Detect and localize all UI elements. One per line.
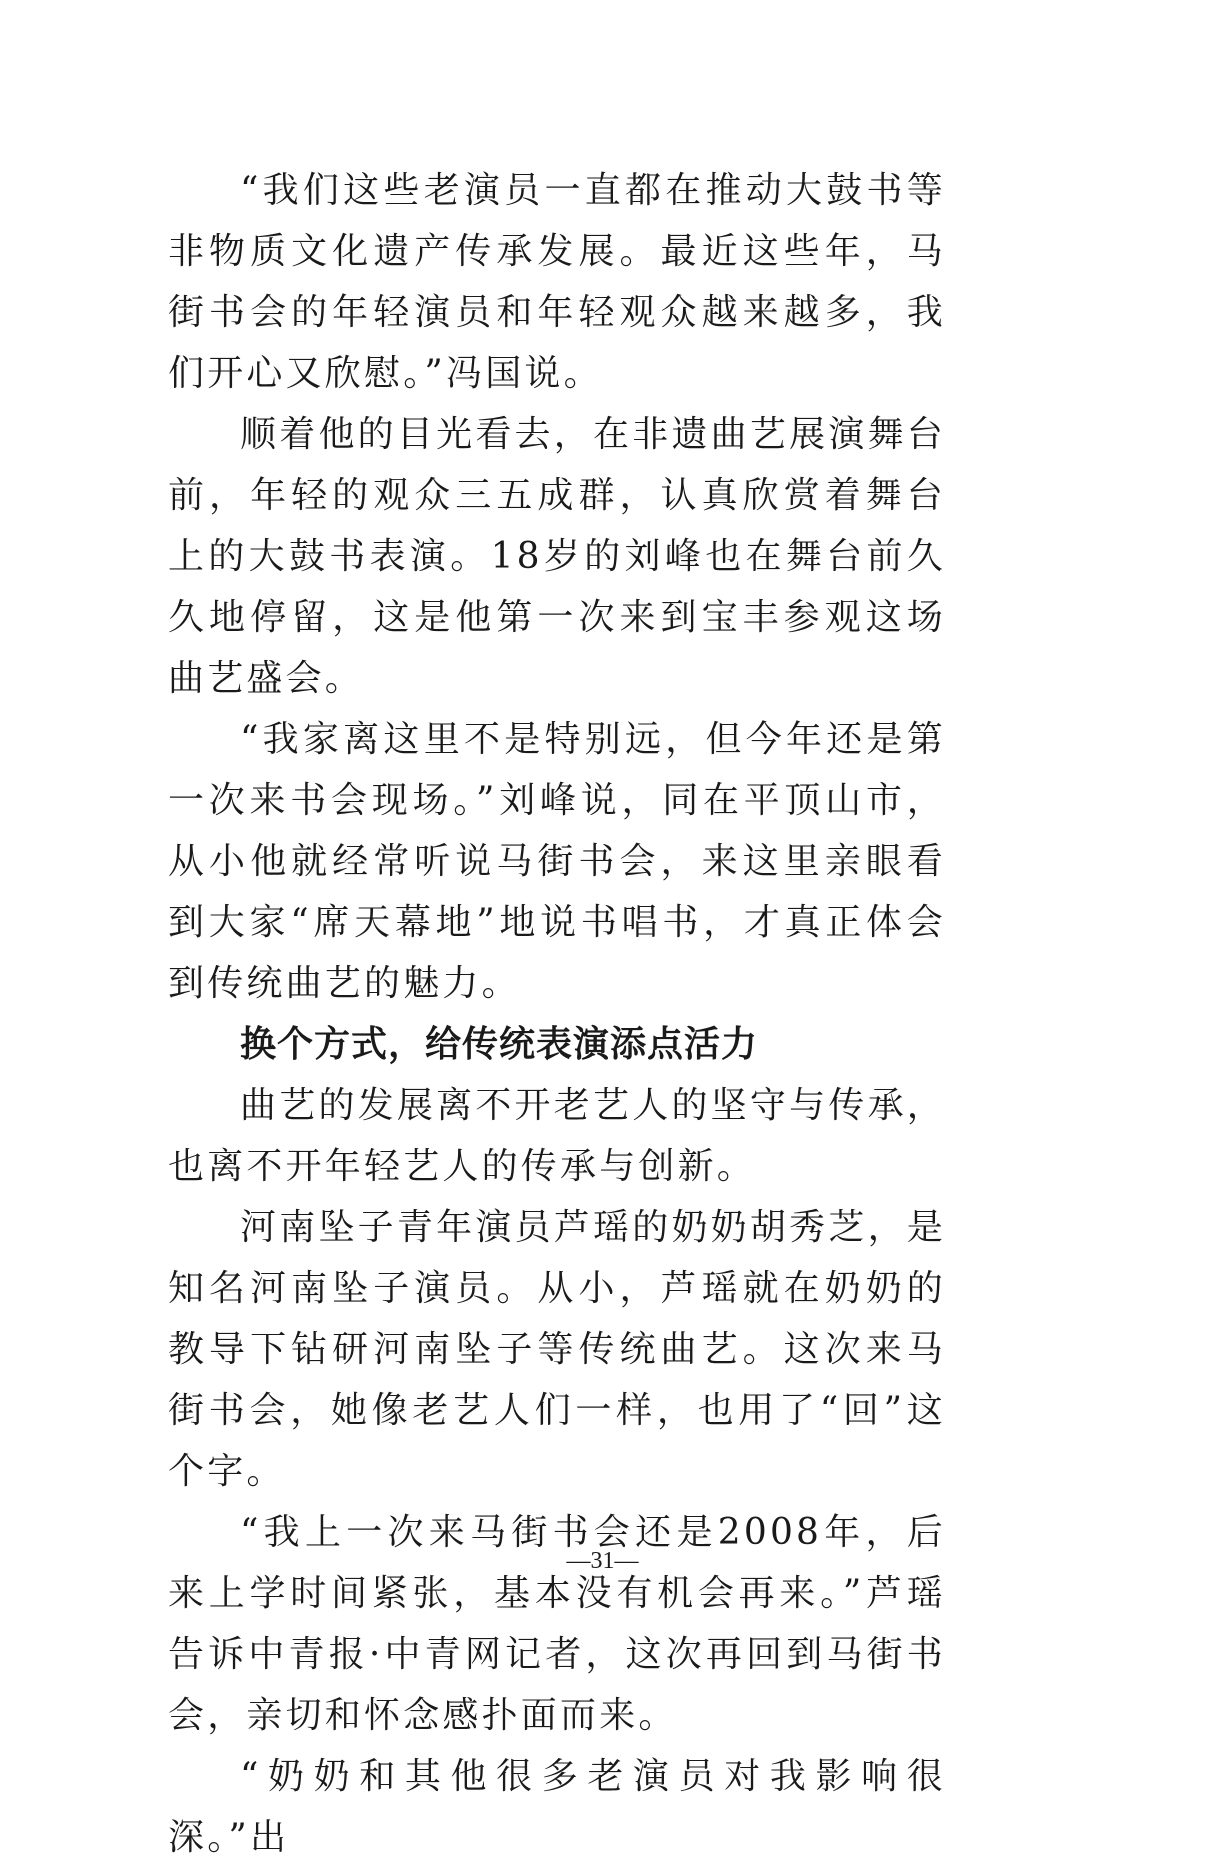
paragraph: 顺着他的目光看去，在非遗曲艺展演舞台前，年轻的观众三五成群，认真欣赏着舞台上的大鼓书表演。18岁的刘峰也在舞台前久久地停留，这是他第一次来到宝丰参观这场曲艺盛会。 [168, 414, 946, 699]
paragraph: 曲艺的发展离不开老艺人的坚守与传承，也离不开年轻艺人的传承与创新。 [168, 1085, 946, 1187]
paragraph: 河南坠子青年演员芦瑶的奶奶胡秀芝，是知名河南坠子演员。从小，芦瑶就在奶奶的教导下钻研河南坠子等传统曲艺。这次来马街书会，她像老艺人们一样，也用了“回”这个字。 [168, 1207, 946, 1492]
paragraph: “奶奶和其他很多老演员对我影响很深。”出 [168, 1756, 946, 1858]
paragraph: “我家离这里不是特别远，但今年还是第一次来书会现场。”刘峰说，同在平顶山市，从小他就经常听说马街书会，来这里亲眼看到大家“席天幕地”地说书唱书，才真正体会到传统曲艺的魅力。 [168, 719, 946, 1004]
page-number: —31— [566, 1548, 639, 1574]
document-body [168, 160, 946, 1868]
section-heading: 换个方式，给传统表演添点活力 [240, 1024, 759, 1065]
paragraph: “我上一次来马街书会还是2008年，后来上学时间紧张，基本没有机会再来。”芦瑶告诉中青报·中青网记者，这次再回到马街书会，亲切和怀念感扑面而来。 [168, 1512, 946, 1736]
paragraph: “我们这些老演员一直都在推动大鼓书等非物质文化遗产传承发展。最近这些年，马街书会的年轻演员和年轻观众越来越多，我们开心又欣慰。”冯国说。 [168, 170, 946, 394]
